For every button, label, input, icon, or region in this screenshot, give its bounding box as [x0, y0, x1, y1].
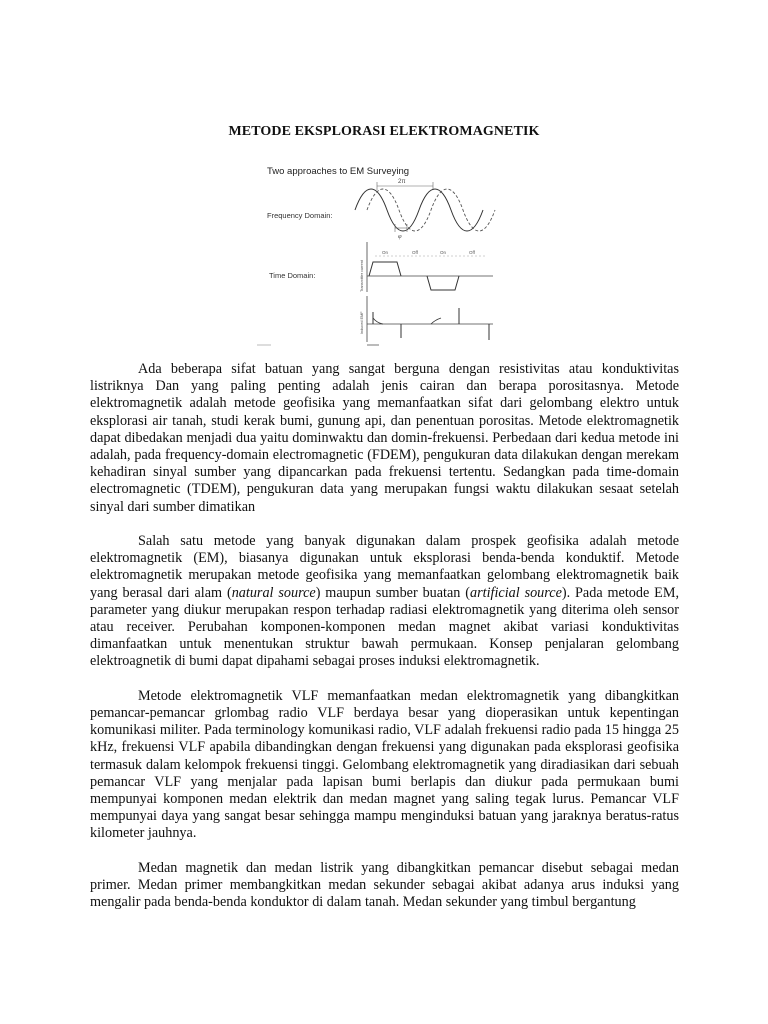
off-label-2: Off [469, 250, 475, 255]
y-axis-top-label: Transmitter current [360, 260, 364, 292]
paragraph-2 [90, 533, 679, 671]
natural-source-term: natural source [231, 584, 316, 601]
paragraph-2-part-a: Salah satu metode yang banyak digunakan dalam prospek geofisika adalah metode elektromagnetik (EM), biasanya digunakan untuk eksplorasi benda-benda konduktif. Metode elektromagnetik merupakan metode geofisika yang memanfaatkan gelombang elektromagnetik baik yang berasal dari alam ( [90, 533, 679, 601]
phase-label: φ [398, 233, 402, 240]
artificial-source-term: artificial source [470, 584, 562, 601]
off-label-1: Off [412, 250, 418, 255]
paragraph-3: Metode elektromagnetik VLF memanfaatkan medan elektromagnetik yang dibangkitkan pemancar-pemancar grlombag radio VLF berdaya besar yang dioperasikan untuk kepentingan komunikasi militer. Pada terminology komunikasi radio, VLF adalah frekuensi radio pada 15 hingga 25 kHz, frekuensi VLF apabila dibandingkan dengan frekuensi yang digunakan pada eksplorasi geofisika termasuk dalam kelompok frekuensi tinggi. Gelombang elektromagnetik yang diradiasikan dari sebuah pemancar VLF yang menjalar pada lapisan bumi berlapis dan diukur pada permukaan bumi mempunyai komponen medan elektrik dan medan magnet yang saling tegak lurus. Pemancar VLF mempunyai daya yang sangat besar sehingga mampu menginduksi batuan yang jaraknya beratus-ratus kilometer jauhnya. [90, 687, 679, 842]
period-label: 2π [398, 179, 406, 185]
body-text [90, 361, 679, 929]
document-title: METODE EKSPLORASI ELEKTROMAGNETIK [228, 124, 540, 139]
y-axis-bottom-label: Induced EMF [360, 311, 364, 334]
emf-decay-1 [373, 318, 383, 324]
transmitter-pulse-on [369, 262, 401, 276]
em-surveying-figure [255, 152, 507, 352]
frequency-domain-label: Frequency Domain: [267, 211, 333, 220]
transmitter-pulse-off [427, 276, 459, 290]
time-domain-label: Time Domain: [269, 271, 316, 280]
emf-decay-2 [431, 318, 441, 324]
figure-title: Two approaches to EM Surveying [267, 166, 410, 177]
paragraph-4: Medan magnetik dan medan listrik yang dibangkitkan pemancar disebut sebagai medan primer. Medan primer membangkitkan medan sekunder sebagai akibat adanya arus induksi yang mengalir pada benda-benda konduktor di dalam tanah. Medan sekunder yang timbul bergantung [90, 859, 679, 911]
paragraph-2-part-c: ). Pada metode EM, parameter yang diukur merupakan respon terhadap radiasi elektromagnetik yang diterima oleh sensor atau receiver. Perubahan komponen-komponen medan magnet akibat variasi konduktivitas dimanfaatkan untuk menentukan struktur bawah permukaan. Konsep penjalaran gelombang elektroagnetik di bumi dapat dipahami sebagai proses induksi elektromagnetik. [90, 584, 680, 670]
paragraph-2-part-b: ) maupun sumber buatan ( [315, 584, 471, 601]
paragraph-1: Ada beberapa sifat batuan yang sangat berguna dengan resistivitas atau konduktivitas listriknya Dan yang paling penting adalah jenis cairan dan berapa porositasnya. Metode elektromagnetik adalah metode geofisika yang memanfaatkan sifat dari gelombang elektro untuk eksplorasi air tanah, studi kerak bumi, gunung api, dan penentuan porositas. Metode elektromagnetik dapat dibedakan menjadi dua yaitu dominwaktu dan domin-frekuensi. Perbedaan dari kedua metode ini adalah, pada frequency-domain electromagnetic (FDEM), pengukuran data dilakukan dengan merekam kehadiran sinyal sumber yang dipancarkan pada frekuensi tertentu. Sedangkan pada time-domain electromagnetic (TDEM), pengukuran data yang merupakan fungsi waktu dilakukan sesaat setelah sinyal dari sumber dimatikan [90, 361, 679, 515]
on-label-1: On [382, 250, 389, 255]
on-label-2: On [440, 250, 447, 255]
